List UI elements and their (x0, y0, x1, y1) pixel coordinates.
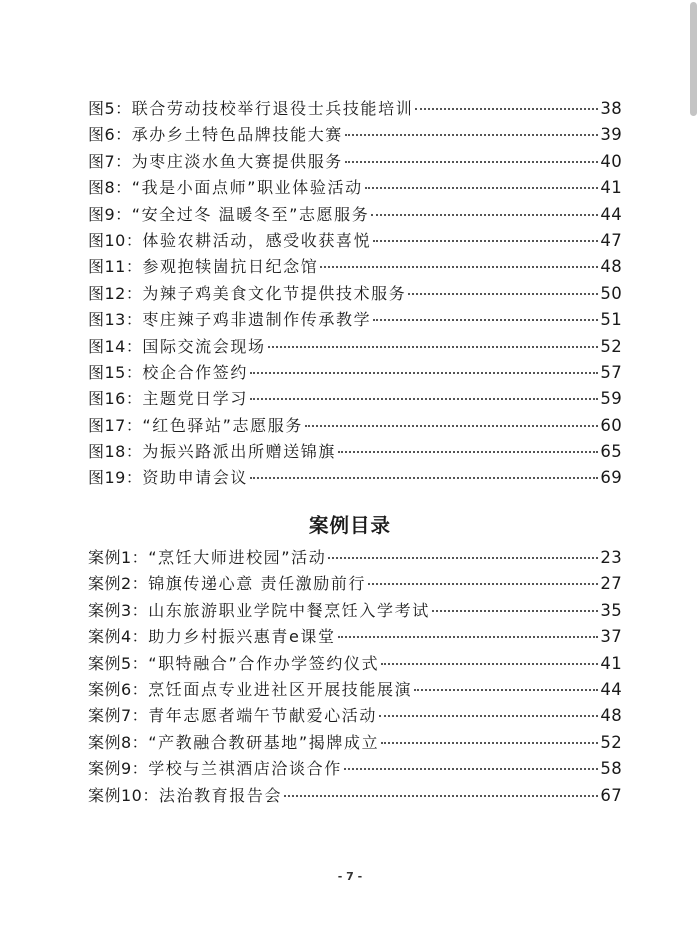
dot-leader (432, 610, 599, 612)
entry-label: 图15： (88, 362, 143, 382)
entry-title: 青年志愿者端午节献爱心活动 (148, 706, 377, 726)
case-index-entry[interactable] (88, 545, 622, 571)
entry-page-number: 27 (600, 574, 622, 594)
figure-index-entry[interactable] (88, 465, 622, 491)
entry-label: 案例6： (88, 679, 149, 699)
dot-leader (344, 768, 599, 770)
dot-leader (250, 398, 598, 400)
case-index-entry[interactable] (88, 756, 622, 782)
case-index-list (88, 545, 622, 809)
dot-leader (371, 214, 598, 216)
figure-index-entry[interactable] (88, 386, 622, 412)
entry-title: 助力乡村振兴惠青e课堂 (148, 627, 336, 647)
entry-title: 锦旗传递心意 责任激励前行 (148, 574, 367, 594)
case-index-entry[interactable] (88, 598, 622, 624)
entry-page-number: 35 (600, 600, 622, 620)
entry-title: “职特融合”合作办学签约仪式 (148, 653, 380, 673)
entry-page-number: 69 (600, 468, 622, 488)
entry-page-number: 60 (600, 415, 622, 435)
entry-label: 图5： (88, 99, 132, 118)
entry-page-number: 51 (600, 310, 622, 330)
dot-leader (268, 346, 599, 348)
entry-page-number: 59 (600, 389, 622, 409)
dot-leader (373, 319, 598, 321)
page-number-footer: - 7 - (337, 870, 363, 883)
entry-label: 案例9： (88, 759, 149, 779)
entry-label: 案例3： (88, 600, 149, 620)
entry-title: “产教融合教研基地”揭牌成立 (148, 732, 380, 752)
entry-page-number: 40 (600, 151, 622, 171)
entry-label: 图18： (88, 442, 143, 462)
entry-page-number: 48 (600, 706, 622, 726)
entry-label: 案例8： (88, 732, 149, 752)
dot-leader (250, 372, 598, 374)
entry-title: 主题党日学习 (142, 389, 248, 409)
entry-title: 法治教育报告会 (158, 785, 283, 805)
entry-title: “红色驿站”志愿服务 (142, 415, 303, 435)
entry-page-number: 48 (600, 257, 622, 277)
figure-index-entry[interactable] (88, 149, 622, 175)
dot-leader (381, 742, 598, 744)
entry-page-number: 52 (600, 732, 622, 752)
entry-label: 图13： (88, 310, 143, 330)
entry-label: 案例2： (88, 574, 149, 594)
figure-index-entry[interactable] (88, 228, 622, 254)
entry-label: 案例1： (88, 548, 149, 567)
entry-title: 体验农耕活动，感受收获喜悦 (142, 230, 372, 250)
entry-page-number: 58 (600, 759, 622, 779)
scrollbar-thumb[interactable] (690, 2, 697, 116)
entry-page-number: 47 (600, 230, 622, 250)
case-index-entry[interactable] (88, 571, 622, 597)
case-index-entry[interactable] (88, 783, 622, 809)
entry-title: 枣庄辣子鸡非遗制作传承教学 (142, 310, 372, 330)
entry-label: 案例7： (88, 706, 149, 726)
dot-leader (414, 689, 598, 691)
figure-index-entry[interactable] (88, 254, 622, 280)
entry-title: 烹饪面点专业进社区开展技能展演 (148, 679, 413, 699)
entry-label: 图12： (88, 283, 143, 303)
dot-leader (379, 715, 598, 717)
figure-index-entry[interactable] (88, 439, 622, 465)
dot-leader (320, 266, 598, 268)
dot-leader (368, 583, 598, 585)
dot-leader (338, 636, 599, 638)
figure-index-entry[interactable] (88, 413, 622, 439)
entry-page-number: 44 (600, 204, 622, 224)
entry-label: 案例10： (88, 785, 159, 805)
entry-page-number: 37 (600, 627, 622, 647)
figure-index-list (88, 96, 622, 492)
case-index-entry[interactable] (88, 624, 622, 650)
figure-index-entry[interactable] (88, 360, 622, 386)
case-index-entry[interactable] (88, 730, 622, 756)
figure-index-entry[interactable] (88, 307, 622, 333)
entry-title: “烹饪大师进校园”活动 (148, 548, 327, 567)
dot-leader (338, 451, 598, 453)
entry-page-number: 52 (600, 336, 622, 356)
entry-title: 为振兴路派出所赠送锦旗 (142, 442, 336, 462)
entry-label: 图16： (88, 389, 143, 409)
entry-page-number: 39 (600, 125, 622, 145)
entry-page-number: 50 (600, 283, 622, 303)
dot-leader (345, 134, 599, 136)
figure-index-entry[interactable] (88, 175, 622, 201)
entry-title: 山东旅游职业学院中餐烹饪入学考试 (148, 600, 430, 620)
dot-leader (365, 187, 599, 189)
entry-title: “我是小面点师”职业体验活动 (131, 178, 363, 198)
dot-leader (250, 477, 598, 479)
entry-page-number: 41 (600, 178, 622, 198)
entry-title: 国际交流会现场 (142, 336, 266, 356)
dot-leader (373, 240, 598, 242)
entry-label: 图9： (88, 204, 132, 224)
case-index-entry[interactable] (88, 677, 622, 703)
case-index-entry[interactable] (88, 651, 622, 677)
dot-leader (305, 425, 598, 427)
entry-title: 学校与兰祺酒店洽谈合作 (148, 759, 342, 779)
entry-label: 图17： (88, 415, 143, 435)
entry-title: “安全过冬 温暖冬至”志愿服务 (131, 204, 370, 224)
entry-page-number: 23 (600, 548, 622, 567)
entry-label: 案例5： (88, 653, 149, 673)
case-index-heading: 案例目录 (308, 514, 391, 537)
figure-index-entry[interactable] (88, 122, 622, 148)
entry-page-number: 57 (600, 362, 622, 382)
entry-page-number: 67 (600, 785, 622, 805)
dot-leader (345, 161, 599, 163)
entry-title: 参观抱犊崮抗日纪念馆 (142, 257, 319, 277)
entry-page-number: 65 (600, 442, 622, 462)
entry-label: 图7： (88, 151, 132, 171)
figure-index-entry[interactable] (88, 281, 622, 307)
entry-label: 图19： (88, 468, 143, 488)
entry-label: 图14： (88, 336, 143, 356)
entry-title: 承办乡土特色品牌技能大赛 (131, 125, 343, 145)
entry-title: 校企合作签约 (142, 362, 248, 382)
entry-page-number: 38 (600, 99, 622, 118)
entry-page-number: 41 (600, 653, 622, 673)
entry-title: 资助申请会议 (142, 468, 248, 488)
entry-label: 图11： (88, 257, 143, 277)
entry-label: 图6： (88, 125, 132, 145)
dot-leader (284, 795, 598, 797)
figure-index-entry[interactable] (88, 96, 622, 122)
dot-leader (381, 663, 598, 665)
entry-label: 图8： (88, 178, 132, 198)
entry-title: 为辣子鸡美食文化节提供技术服务 (142, 283, 407, 303)
entry-label: 案例4： (88, 627, 149, 647)
dot-leader (408, 293, 598, 295)
figure-index-entry[interactable] (88, 334, 622, 360)
entry-page-number: 44 (600, 679, 622, 699)
entry-title: 联合劳动技校举行退役士兵技能培训 (131, 99, 414, 118)
dot-leader (328, 557, 598, 559)
dot-leader (415, 108, 598, 110)
figure-index-entry[interactable] (88, 202, 622, 228)
entry-label: 图10： (88, 230, 143, 250)
entry-title: 为枣庄淡水鱼大赛提供服务 (131, 151, 343, 171)
case-index-entry[interactable] (88, 703, 622, 729)
